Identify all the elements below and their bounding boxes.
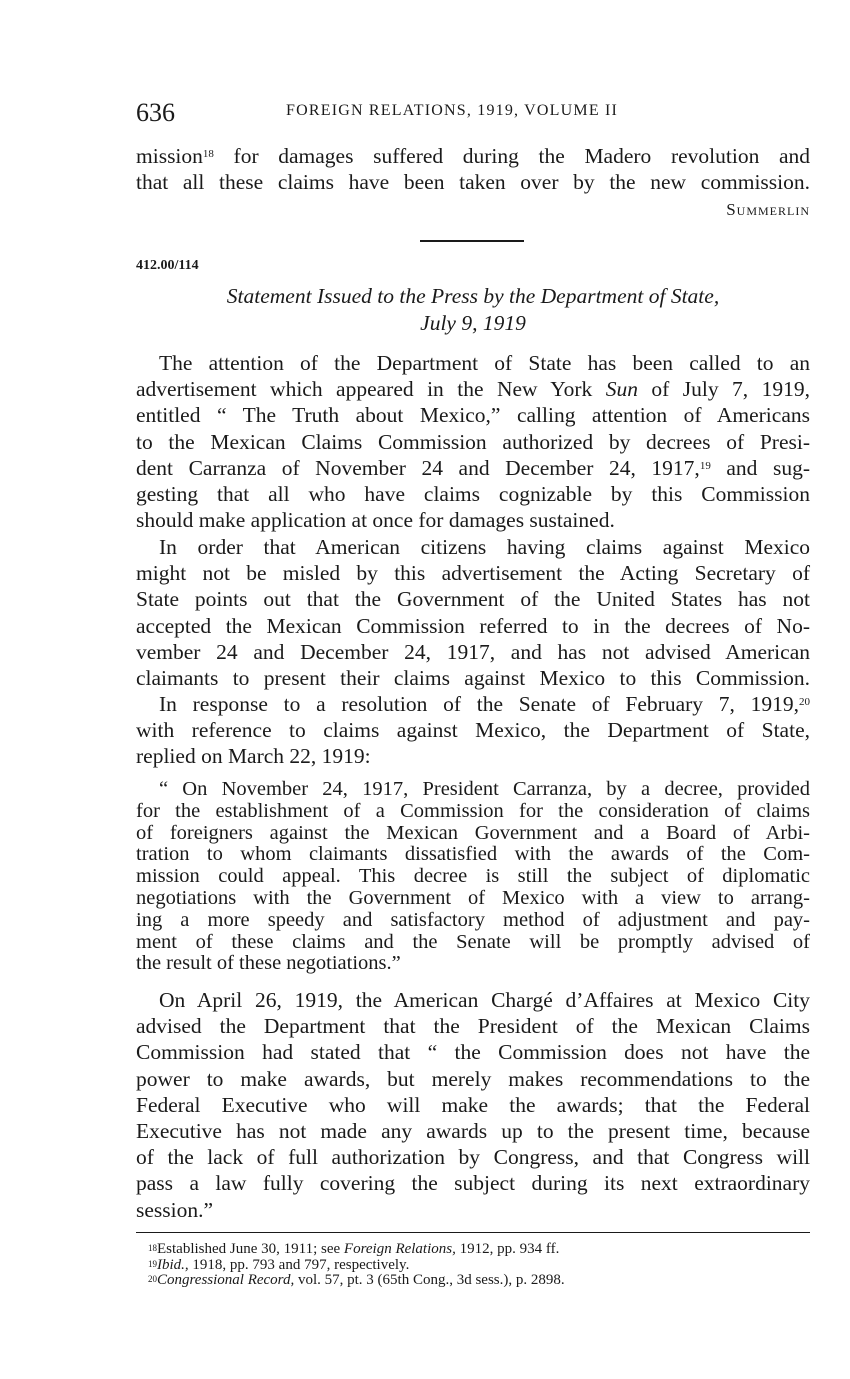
text-line: should make application at once for damages sustained. (136, 508, 615, 533)
text-line: Federal Executive who will make the awards; that the Federal (136, 1092, 810, 1117)
text-line: mission could appeal. This decree is still the subject of diplomatic (136, 865, 810, 888)
footnote-divider (136, 1232, 810, 1233)
title-line: July 9, 1919 (420, 310, 526, 335)
text-line: Commission had stated that “ the Commission does not have the (136, 1040, 810, 1065)
footnote-number: 19 (148, 1258, 157, 1269)
text-line: gesting that all who have claims cognizable by this Commission (136, 482, 810, 507)
text-line: of foreigners against the Mexican Government and a Board of Arbi- (136, 821, 810, 844)
page-header (136, 98, 810, 126)
paragraph-3 (136, 691, 810, 770)
footnote-ref: 19 (699, 459, 711, 472)
footnote: $^{20}$Congressional Record, vol. 57, pt. 3 (65th Cong., 3d sess.), p. 2898. (148, 1272, 565, 1288)
text-line: On April 26, 1919, the American Chargé d’Affaires at Mexico City (159, 988, 810, 1012)
text-line: claimants to present their claims against Mexico to this Commission. (136, 666, 810, 691)
footnote-number: 20 (148, 1274, 157, 1284)
file-number: 412.00/114 (136, 258, 199, 273)
text-line: of the lack of full authorization by Congress, and that Congress will (136, 1145, 810, 1170)
text-line: In response to a resolution of the Senate of February 7, 1919,20 (159, 692, 810, 716)
text-line: In order that American citizens having claims against Mexico (159, 535, 810, 559)
footnote-ref: 20 (799, 696, 810, 708)
footnote-ref: 18 (202, 148, 214, 160)
running-head: FOREIGN RELATIONS, 1919, VOLUME II (286, 102, 619, 119)
text-line: the result of these negotiations.” (136, 952, 401, 975)
text-line: advised the Department that the President of the Mexican Claims (136, 1014, 810, 1039)
text-line: tration to whom claimants dissatisfied with the awards of the Com- (136, 843, 810, 866)
text-line: negotiations with the Government of Mexico with a view to arrang- (136, 886, 810, 909)
text-line: ing a more speedy and satisfactory method of adjustment and pay- (136, 908, 810, 931)
signature: Summerlin (726, 200, 810, 219)
text-line: power to make awards, but merely makes recommendations to the (136, 1066, 810, 1091)
quoted-reply (136, 779, 810, 975)
document-title (136, 283, 810, 336)
text-line: dent Carranza of November 24 and December 24, 1917,19 and sug- (136, 455, 810, 480)
text-line: entitled “ The Truth about Mexico,” calling attention of Americans (136, 403, 810, 428)
text-line: to the Mexican Claims Commission authorized by decrees of Presi- (136, 429, 810, 454)
text-line: State points out that the Government of the United States has not (136, 587, 810, 612)
paragraph-1 (136, 350, 810, 533)
text-line: for the establishment of a Commission for the consideration of claims (136, 799, 810, 822)
text-line: vember 24 and December 24, 1917, and has not advised American (136, 639, 810, 664)
text-line: accepted the Mexican Commission referred to in the decrees of No- (136, 613, 810, 638)
footnote: $^{19}$Ibid., 1918, pp. 793 and 797, respectively. (148, 1256, 410, 1273)
title-line: Statement Issued to the Press by the Department of State, (226, 284, 720, 308)
paragraph-4 (136, 987, 810, 1223)
text-line: session.” (136, 1197, 214, 1222)
section-divider (420, 240, 524, 242)
page-number: 636 (136, 98, 175, 127)
text-line: that all these claims have been taken over by the new commission. (136, 170, 810, 195)
text-line: ment of these claims and the Senate will be promptly advised of (136, 930, 810, 953)
text-line: with reference to claims against Mexico, the Department of State, (136, 718, 810, 743)
text-line: pass a law fully covering the subject during its next extraordinary (136, 1171, 810, 1196)
text-line: might not be misled by this advertisement the Acting Secretary of (136, 561, 810, 586)
text-line: advertisement which appeared in the New York Sun of July 7, 1919, (136, 377, 811, 402)
text-line: The attention of the Department of State has been called to an (159, 351, 810, 375)
text-line: replied on March 22, 1919: (136, 744, 371, 769)
text-line: “ On November 24, 1917, President Carranza, by a decree, provided (159, 778, 810, 800)
footnote: $^{18}$Established June 30, 1911; see Foreign Relations, 1912, pp. 934 ff. (148, 1241, 560, 1257)
footnotes (148, 1242, 565, 1289)
text-line: Executive has not made any awards up to the present time, because (136, 1119, 810, 1144)
footnote-number: 18 (148, 1243, 157, 1253)
intro-paragraph (136, 143, 810, 195)
paragraph-2 (136, 534, 810, 691)
text-line: mission$^{18}$ for damages suffered during the Madero revolution and (136, 144, 810, 168)
